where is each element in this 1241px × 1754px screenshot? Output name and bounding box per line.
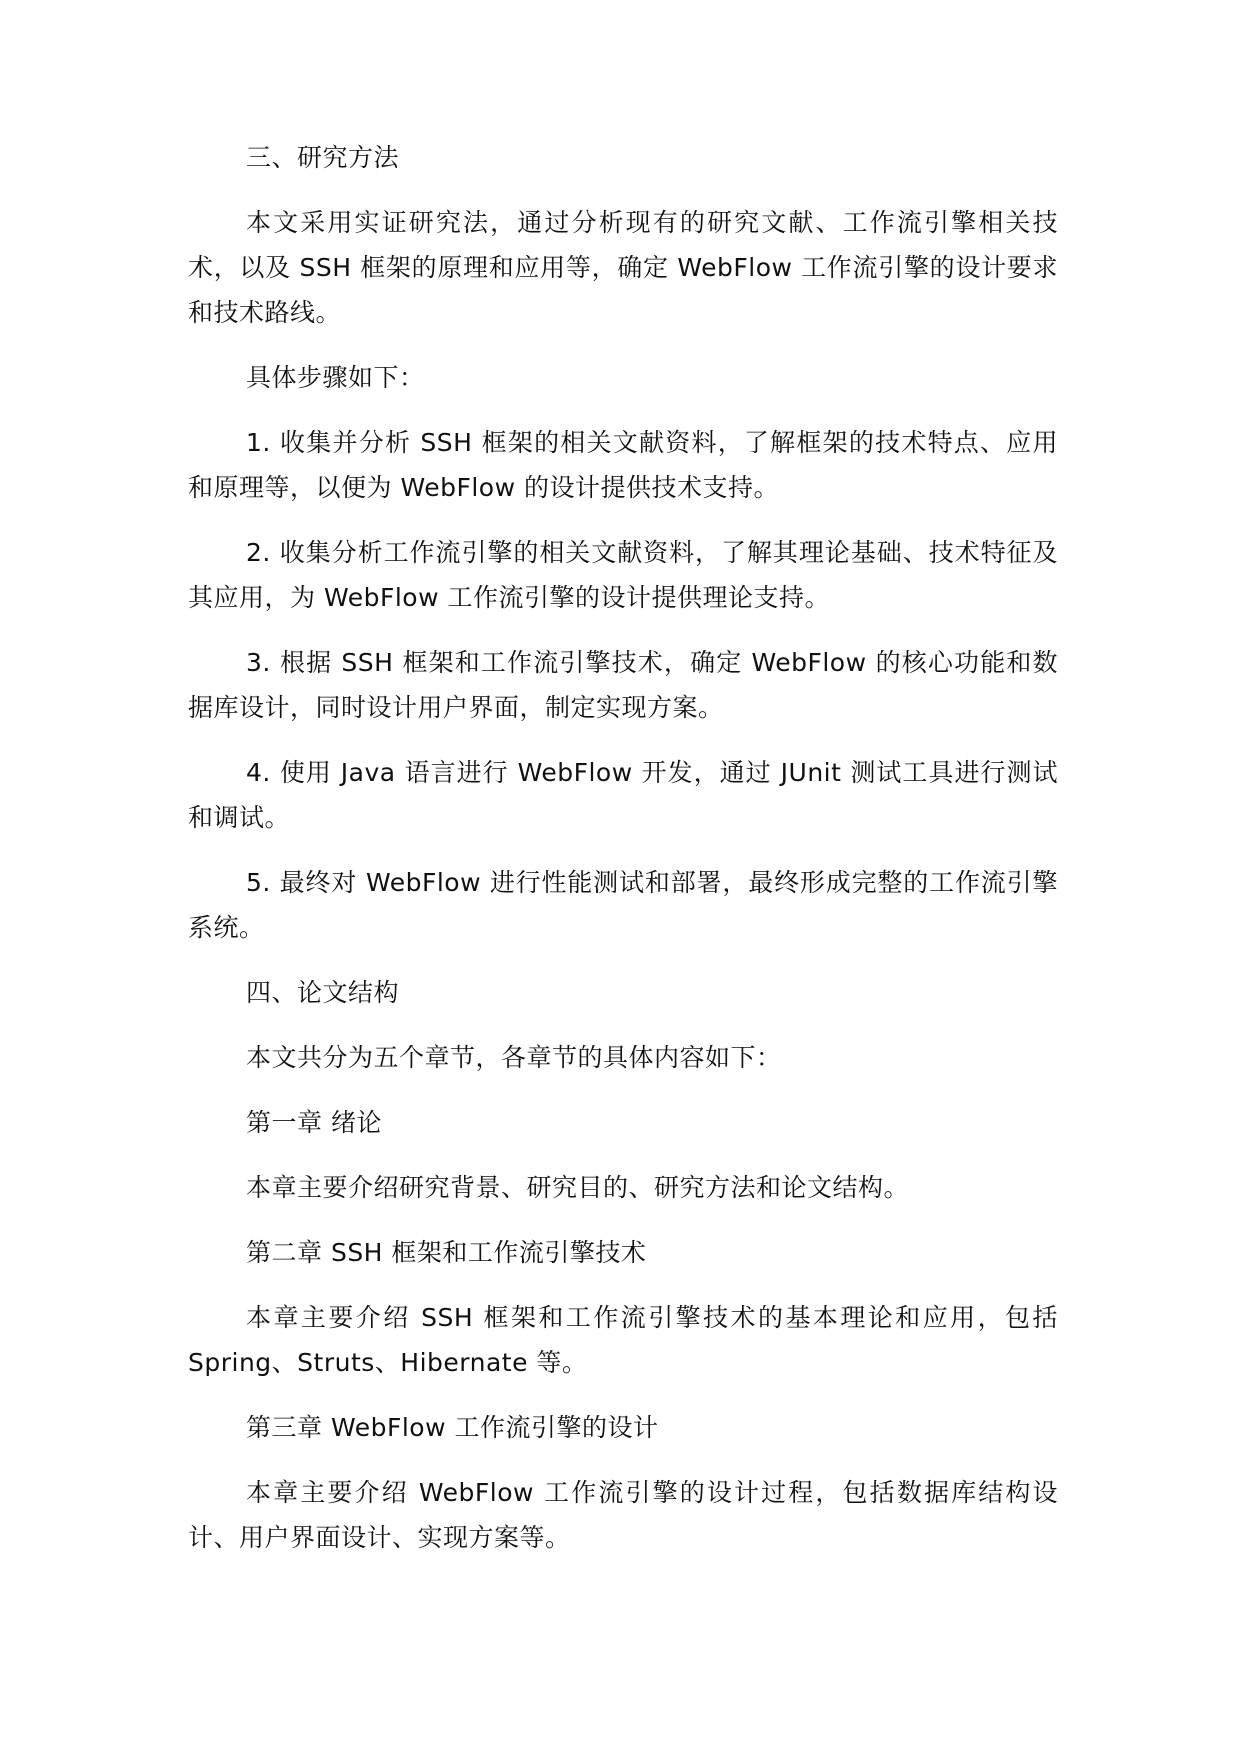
document-page	[188, 135, 1058, 1560]
section-heading-research-methods: 三、研究方法	[246, 143, 400, 172]
chapter-2-title: 第二章 SSH 框架和工作流引擎技术	[246, 1238, 647, 1267]
paragraph-research-approach: 本文采用实证研究法，通过分析现有的研究文献、工作流引擎相关技术，以及 SSH 框架的原理和应用等，确定 WebFlow 工作流引擎的设计要求和技术路线。	[188, 208, 1058, 327]
list-item-step-2: 2. 收集分析工作流引擎的相关文献资料，了解其理论基础、技术特征及其应用，为 WebFlow 工作流引擎的设计提供理论支持。	[188, 538, 1058, 612]
chapter-2-summary: 本章主要介绍 SSH 框架和工作流引擎技术的基本理论和应用，包括 Spring、Struts、Hibernate 等。	[188, 1303, 1058, 1377]
chapter-3-summary: 本章主要介绍 WebFlow 工作流引擎的设计过程，包括数据库结构设计、用户界面设计、实现方案等。	[188, 1478, 1058, 1552]
list-item-step-3: 3. 根据 SSH 框架和工作流引擎技术，确定 WebFlow 的核心功能和数据库设计，同时设计用户界面，制定实现方案。	[188, 648, 1058, 722]
chapter-1-summary: 本章主要介绍研究背景、研究目的、研究方法和论文结构。	[246, 1173, 910, 1202]
list-item-step-5: 5. 最终对 WebFlow 进行性能测试和部署，最终形成完整的工作流引擎系统。	[188, 868, 1058, 942]
chapter-1-title: 第一章 绪论	[246, 1108, 382, 1137]
list-item-step-1: 1. 收集并分析 SSH 框架的相关文献资料，了解框架的技术特点、应用和原理等，以便为 WebFlow 的设计提供技术支持。	[188, 428, 1058, 502]
section-heading-thesis-structure: 四、论文结构	[246, 978, 400, 1007]
paragraph-steps-intro: 具体步骤如下：	[246, 363, 425, 392]
list-item-step-4: 4. 使用 Java 语言进行 WebFlow 开发，通过 JUnit 测试工具进行测试和调试。	[188, 758, 1058, 832]
paragraph-structure-intro: 本文共分为五个章节，各章节的具体内容如下：	[246, 1043, 782, 1072]
chapter-3-title: 第三章 WebFlow 工作流引擎的设计	[246, 1413, 659, 1442]
